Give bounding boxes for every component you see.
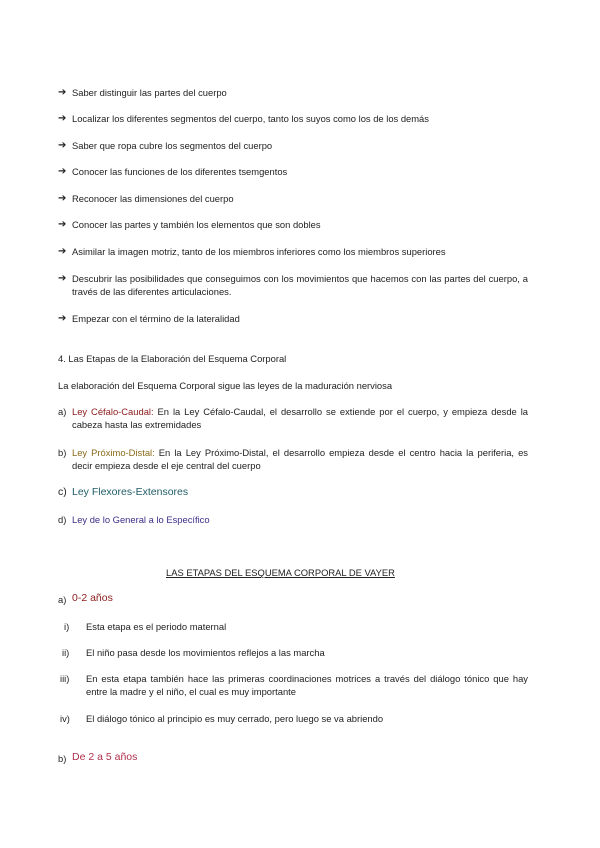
roman-marker: iv) — [60, 713, 70, 724]
bullet-item: Empezar con el término de la lateralidad — [72, 313, 240, 324]
bullet-item: Saber distinguir las partes del cuerpo — [72, 87, 227, 98]
bullet-item: Reconocer las dimensiones del cuerpo — [72, 193, 234, 204]
bullet-item: Descubrir las posibilidades que conseguimos con los movimientos que hacemos con las partes del cuerpo, a través de las diferentes articulaciones. — [72, 273, 528, 297]
bullet-item: Conocer las partes y también los elementos que son dobles — [72, 219, 321, 230]
section-intro: La elaboración del Esquema Corporal sigue las leyes de la maduración nerviosa — [58, 380, 393, 391]
stage-marker: a) — [58, 594, 67, 605]
law-marker: b) — [58, 447, 67, 458]
stage-label-2-5: De 2 a 5 años — [72, 751, 138, 763]
law-marker: c) — [58, 486, 67, 498]
bullet-item: Asimilar la imagen motriz, tanto de los miembros inferiores como los miembros superiores — [72, 246, 446, 257]
law-name: Ley Céfalo-Caudal: — [72, 406, 154, 417]
arrow-icon: ➔ — [58, 246, 67, 257]
arrow-icon: ➔ — [58, 140, 67, 151]
law-text: En la Ley Próximo-Distal, el desarrollo empieza desde el centro hacia la periferia, es decir empieza desde el eje central del cuerpo — [72, 447, 528, 471]
stage-item: El niño pasa desde los movimientos reflejos a las marcha — [86, 647, 325, 658]
law-name: Ley Próximo-Distal: — [72, 447, 155, 458]
bullet-item: Saber que ropa cubre los segmentos del cuerpo — [72, 140, 273, 151]
arrow-icon: ➔ — [58, 166, 67, 177]
roman-marker: i) — [64, 621, 70, 632]
arrow-icon: ➔ — [58, 113, 67, 124]
law-marker: a) — [58, 406, 67, 417]
stage-label-0-2: 0-2 años — [72, 592, 113, 604]
bullet-item: Conocer las funciones de los diferentes tsemgentos — [72, 166, 288, 177]
arrow-icon: ➔ — [58, 273, 67, 284]
arrow-icon: ➔ — [58, 313, 67, 324]
stage-marker: b) — [58, 753, 67, 764]
law-marker: d) — [58, 514, 67, 525]
roman-marker: iii) — [60, 673, 70, 684]
stage-item: El diálogo tónico al principio es muy cerrado, pero luego se va abriendo — [86, 713, 384, 724]
law-item-cefalo-caudal — [72, 405, 528, 431]
roman-marker: ii) — [62, 647, 70, 658]
arrow-icon: ➔ — [58, 219, 67, 230]
law-item-proximo-distal — [72, 446, 528, 472]
stage-item: En esta etapa también hace las primeras coordinaciones motrices a través del diálogo tónico que hay entre la madre y el niño, el cual es muy importante — [86, 673, 528, 697]
arrow-icon: ➔ — [58, 87, 67, 98]
vayer-title: LAS ETAPAS DEL ESQUEMA CORPORAL DE VAYER — [166, 567, 395, 578]
law-text: En la Ley Céfalo-Caudal, el desarrollo se extiende por el cuerpo, y empieza desde la cabeza hasta las extremidades — [72, 406, 528, 430]
bullet-item: Localizar los diferentes segmentos del cuerpo, tanto los suyos como los de los demás — [72, 113, 429, 124]
law-item-flexores-extensores: Ley Flexores-Extensores — [72, 486, 189, 498]
section-heading: 4. Las Etapas de la Elaboración del Esquema Corporal — [58, 353, 287, 364]
arrow-icon: ➔ — [58, 193, 67, 204]
law-item-general-especifico: Ley de lo General a lo Específico — [72, 514, 210, 525]
stage-item: Esta etapa es el periodo maternal — [86, 621, 227, 632]
